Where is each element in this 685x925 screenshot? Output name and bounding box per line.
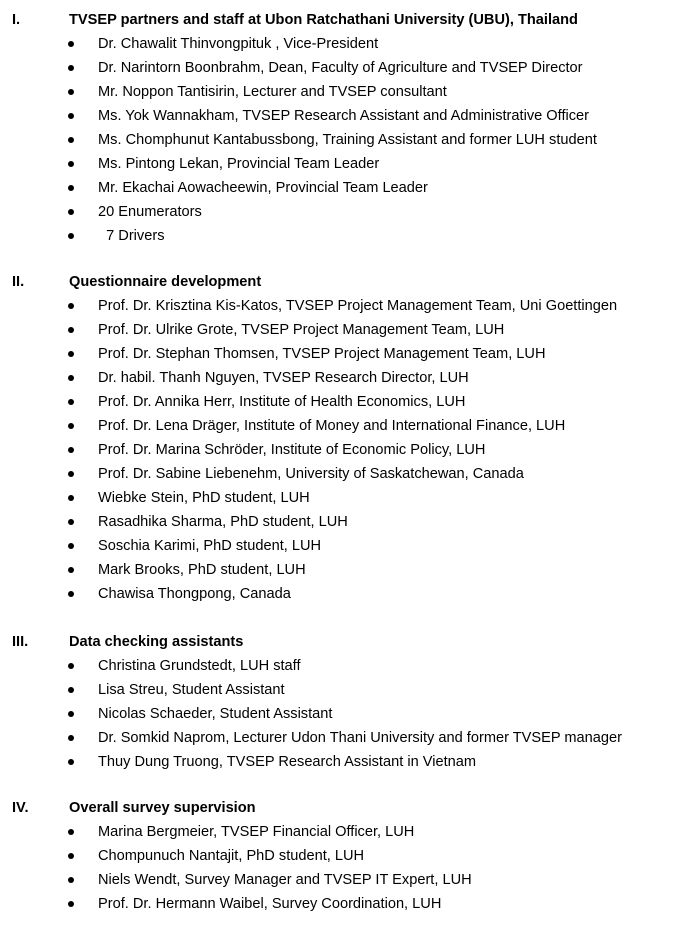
section-heading xyxy=(0,270,685,294)
list-item-text: Niels Wendt, Survey Manager and TVSEP IT Expert, LUH xyxy=(98,872,472,888)
bullet-icon xyxy=(68,447,74,453)
list-item xyxy=(0,32,685,56)
list-item xyxy=(0,462,685,486)
bullet-icon xyxy=(68,687,74,693)
bullet-icon xyxy=(68,375,74,381)
bullet-icon xyxy=(68,853,74,859)
list-item-text: Ms. Yok Wannakham, TVSEP Research Assistant and Administrative Officer xyxy=(98,108,590,124)
list-item xyxy=(0,868,685,892)
list-item xyxy=(0,702,685,726)
list-item xyxy=(0,200,685,224)
section-1 xyxy=(0,8,685,248)
bullet-list xyxy=(0,32,685,248)
bullet-icon xyxy=(68,877,74,883)
list-item xyxy=(0,750,685,774)
section-numeral: III. xyxy=(12,634,29,650)
list-item xyxy=(0,844,685,868)
list-item-text: Marina Bergmeier, TVSEP Financial Officer, LUH xyxy=(98,824,415,840)
list-item xyxy=(0,366,685,390)
list-item xyxy=(0,80,685,104)
list-item-text: Dr. Narintorn Boonbrahm, Dean, Faculty of Agriculture and TVSEP Director xyxy=(98,60,583,76)
list-item xyxy=(0,128,685,152)
section-title: TVSEP partners and staff at Ubon Ratchathani University (UBU), Thailand xyxy=(69,12,578,28)
section-title: Questionnaire development xyxy=(69,274,262,290)
list-item xyxy=(0,534,685,558)
list-item xyxy=(0,56,685,80)
bullet-icon xyxy=(68,495,74,501)
bullet-icon xyxy=(68,567,74,573)
bullet-icon xyxy=(68,829,74,835)
section-3 xyxy=(0,630,685,774)
list-item xyxy=(0,726,685,750)
bullet-list xyxy=(0,294,685,606)
list-item xyxy=(0,294,685,318)
bullet-icon xyxy=(68,161,74,167)
bullet-icon xyxy=(68,89,74,95)
list-item xyxy=(0,104,685,128)
bullet-icon xyxy=(68,303,74,309)
section-heading xyxy=(0,796,685,820)
bullet-icon xyxy=(68,351,74,357)
bullet-icon xyxy=(68,759,74,765)
list-item-text: Chompunuch Nantajit, PhD student, LUH xyxy=(98,848,365,864)
bullet-icon xyxy=(68,41,74,47)
section-heading xyxy=(0,630,685,654)
list-item xyxy=(0,152,685,176)
list-item-text: Mr. Ekachai Aowacheewin, Provincial Team Leader xyxy=(98,180,428,196)
bullet-icon xyxy=(68,471,74,477)
list-item-text: Mr. Noppon Tantisirin, Lecturer and TVSEP consultant xyxy=(98,84,447,100)
list-item-text: Soschia Karimi, PhD student, LUH xyxy=(98,538,322,554)
list-item-text: Prof. Dr. Ulrike Grote, TVSEP Project Management Team, LUH xyxy=(98,322,505,338)
list-item xyxy=(0,678,685,702)
list-item xyxy=(0,582,685,606)
bullet-icon xyxy=(68,423,74,429)
list-item-text: Dr. Somkid Naprom, Lecturer Udon Thani University and former TVSEP manager xyxy=(98,730,622,746)
list-item xyxy=(0,820,685,844)
bullet-icon xyxy=(68,901,74,907)
bullet-icon xyxy=(68,519,74,525)
section-4 xyxy=(0,796,685,916)
list-item-text: Rasadhika Sharma, PhD student, LUH xyxy=(98,514,348,530)
list-item xyxy=(0,342,685,366)
section-title: Overall survey supervision xyxy=(69,800,256,816)
section-2 xyxy=(0,270,685,606)
bullet-icon xyxy=(68,209,74,215)
list-item xyxy=(0,558,685,582)
list-item-text: Dr. Chawalit Thinvongpituk , Vice-President xyxy=(98,36,379,52)
list-item xyxy=(0,486,685,510)
bullet-icon xyxy=(68,591,74,597)
list-item xyxy=(0,318,685,342)
section-title: Data checking assistants xyxy=(69,634,244,650)
list-item-text: Thuy Dung Truong, TVSEP Research Assistant in Vietnam xyxy=(98,754,477,770)
list-item-text: Nicolas Schaeder, Student Assistant xyxy=(98,706,333,722)
list-item xyxy=(0,414,685,438)
list-item-text: Ms. Chomphunut Kantabussbong, Training Assistant and former LUH student xyxy=(98,132,597,148)
list-item xyxy=(0,176,685,200)
bullet-icon xyxy=(68,735,74,741)
list-item xyxy=(0,510,685,534)
list-item-text: 7 Drivers xyxy=(98,228,165,244)
bullet-icon xyxy=(68,543,74,549)
bullet-icon xyxy=(68,113,74,119)
list-item-text: Prof. Dr. Annika Herr, Institute of Health Economics, LUH xyxy=(98,394,466,410)
bullet-icon xyxy=(68,327,74,333)
section-heading xyxy=(0,8,685,32)
list-item-text: 20 Enumerators xyxy=(98,204,202,220)
list-item-text: Wiebke Stein, PhD student, LUH xyxy=(98,490,310,506)
list-item-text: Ms. Pintong Lekan, Provincial Team Leader xyxy=(98,156,380,172)
list-item-text: Chawisa Thongpong, Canada xyxy=(98,586,291,602)
list-item-text: Mark Brooks, PhD student, LUH xyxy=(98,562,306,578)
bullet-icon xyxy=(68,233,74,239)
bullet-list xyxy=(0,654,685,774)
list-item-text: Prof. Dr. Stephan Thomsen, TVSEP Project Management Team, LUH xyxy=(98,346,546,362)
list-item-text: Lisa Streu, Student Assistant xyxy=(98,682,285,698)
list-item xyxy=(0,390,685,414)
bullet-icon xyxy=(68,65,74,71)
list-item xyxy=(0,438,685,462)
list-item-text: Dr. habil. Thanh Nguyen, TVSEP Research Director, LUH xyxy=(98,370,469,386)
bullet-icon xyxy=(68,399,74,405)
list-item-text: Christina Grundstedt, LUH staff xyxy=(98,658,301,674)
list-item-text: Prof. Dr. Krisztina Kis-Katos, TVSEP Project Management Team, Uni Goettingen xyxy=(98,298,618,314)
list-item xyxy=(0,892,685,916)
section-numeral: I. xyxy=(12,12,21,28)
list-item xyxy=(0,224,685,248)
list-item-text: Prof. Dr. Marina Schröder, Institute of Economic Policy, LUH xyxy=(98,442,486,458)
section-numeral: II. xyxy=(12,274,25,290)
bullet-icon xyxy=(68,185,74,191)
list-item-text: Prof. Dr. Sabine Liebenehm, University of Saskatchewan, Canada xyxy=(98,466,524,482)
bullet-list xyxy=(0,820,685,916)
list-item-text: Prof. Dr. Hermann Waibel, Survey Coordination, LUH xyxy=(98,896,442,912)
bullet-icon xyxy=(68,663,74,669)
bullet-icon xyxy=(68,137,74,143)
list-item xyxy=(0,654,685,678)
list-item-text: Prof. Dr. Lena Dräger, Institute of Money and International Finance, LUH xyxy=(98,418,566,434)
bullet-icon xyxy=(68,711,74,717)
section-numeral: IV. xyxy=(12,800,29,816)
